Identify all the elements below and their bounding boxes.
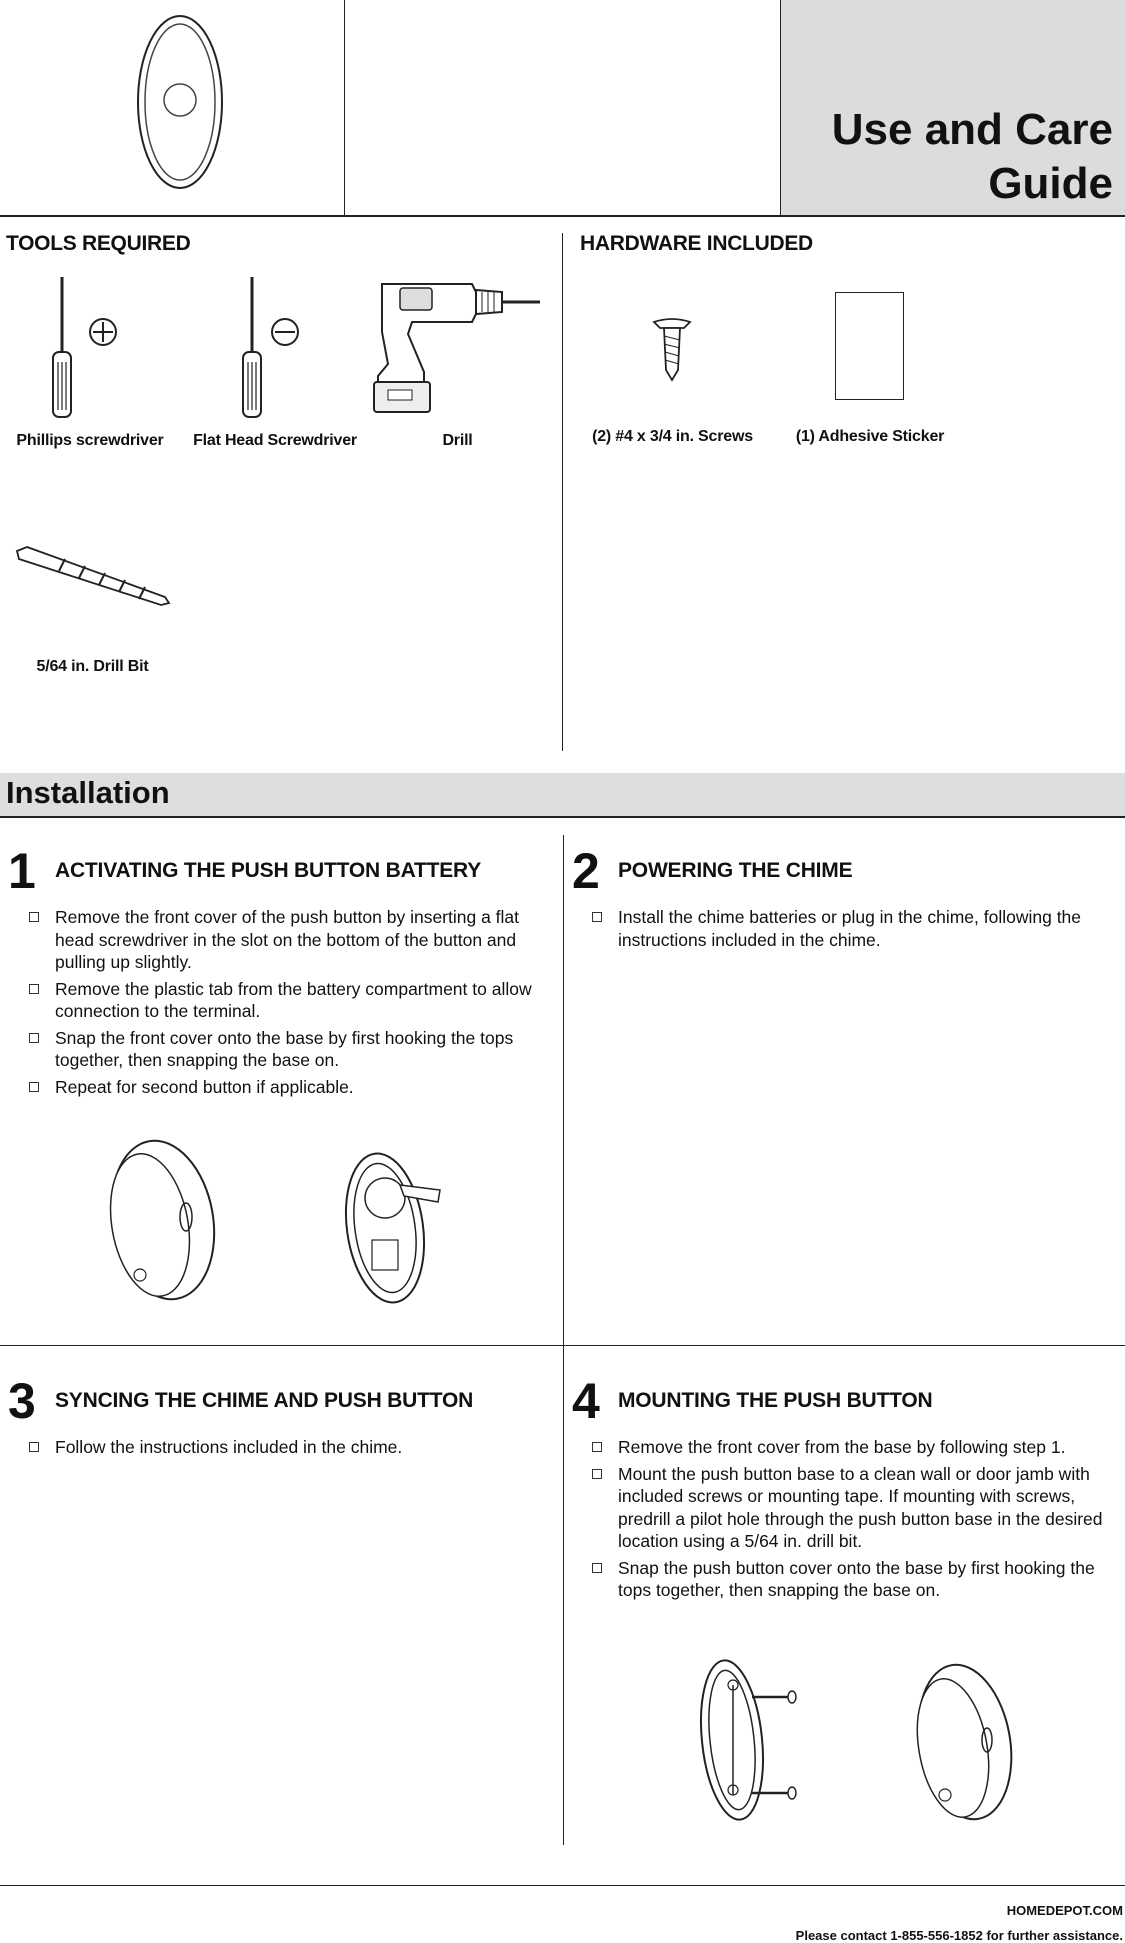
push-button-mounted-illustration	[915, 1660, 1025, 1830]
checkbox-icon	[29, 984, 39, 994]
list-item: Remove the front cover of the push button by inserting a flat head screwdriver in the slot on the bottom of the button and pulling up slightly.	[29, 906, 544, 974]
step-4-title: MOUNTING THE PUSH BUTTON	[618, 1389, 933, 1412]
drill-bit-icon	[15, 545, 175, 605]
list-item: Repeat for second button if applicable.	[29, 1076, 544, 1099]
title-line-2: Guide	[988, 159, 1113, 208]
step-2-list	[592, 906, 1107, 955]
push-button-assembled-illustration	[108, 1135, 218, 1305]
checkbox-icon	[29, 912, 39, 922]
push-button-product-image	[0, 0, 345, 215]
step-1-list	[29, 906, 544, 1102]
list-item: Remove the front cover from the base by following step 1.	[592, 1436, 1107, 1459]
hardware-heading: HARDWARE INCLUDED	[580, 232, 813, 255]
push-button-base-with-screws-illustration	[697, 1655, 817, 1825]
header-empty-cell	[345, 0, 780, 215]
step-4-list	[592, 1436, 1107, 1606]
list-item: Install the chime batteries or plug in the chime, following the instructions included in the chime.	[592, 906, 1107, 951]
list-item: Remove the plastic tab from the battery compartment to allow connection to the terminal.	[29, 978, 544, 1023]
steps-vertical-divider	[563, 835, 564, 1845]
installation-divider	[0, 816, 1125, 818]
list-item: Follow the instructions included in the chime.	[29, 1436, 544, 1459]
phillips-screwdriver-icon	[45, 272, 125, 422]
list-item: Snap the front cover onto the base by first hooking the tops together, then snapping the base on.	[29, 1027, 544, 1072]
footer-website: HOMEDEPOT.COM	[1006, 1903, 1123, 1918]
installation-heading: Installation	[6, 775, 170, 810]
step-4-number: 4	[572, 1373, 600, 1429]
checkbox-icon	[29, 1082, 39, 1092]
flat-head-screwdriver-icon	[235, 272, 315, 422]
step-2-number: 2	[572, 843, 600, 899]
screw-icon	[652, 318, 692, 388]
checkbox-icon	[592, 1469, 602, 1479]
step-3-number: 3	[8, 1373, 36, 1429]
checkbox-icon	[592, 1442, 602, 1452]
footer-contact: Please contact 1-855-556-1852 for further assistance.	[795, 1928, 1123, 1943]
tool-label-phillips: Phillips screwdriver	[16, 432, 164, 449]
hardware-label-sticker: (1) Adhesive Sticker	[795, 428, 945, 445]
header-product-cell	[0, 0, 345, 215]
step-2-title: POWERING THE CHIME	[618, 859, 853, 882]
hardware-label-screws: (2) #4 x 3/4 in. Screws	[592, 428, 753, 445]
adhesive-sticker-icon	[835, 292, 904, 400]
title-line-1: Use and Care	[831, 105, 1113, 154]
footer-divider	[0, 1885, 1125, 1886]
step-3-list	[29, 1436, 544, 1463]
tool-label-drill: Drill	[442, 432, 473, 449]
checkbox-icon	[29, 1033, 39, 1043]
title-panel	[780, 0, 1125, 215]
checkbox-icon	[592, 1563, 602, 1573]
step-1-title: ACTIVATING THE PUSH BUTTON BATTERY	[55, 859, 482, 882]
list-item: Mount the push button base to a clean wall or door jamb with included screws or mounting tape. If mounting with screws, predrill a pilot hole through the push button base in the desired location using a 5/64 in. drill bit.	[592, 1463, 1107, 1553]
step-1-number: 1	[8, 843, 36, 899]
step-3-title: SYNCING THE CHIME AND PUSH BUTTON	[55, 1389, 474, 1412]
steps-horizontal-divider	[0, 1345, 1125, 1346]
tools-heading: TOOLS REQUIRED	[6, 232, 191, 255]
tools-hardware-divider	[562, 233, 563, 751]
checkbox-icon	[592, 912, 602, 922]
installation-bar	[0, 773, 1125, 817]
checkbox-icon	[29, 1442, 39, 1452]
list-item: Snap the push button cover onto the base by first hooking the tops together, then snapping the base on.	[592, 1557, 1107, 1602]
push-button-open-illustration	[340, 1150, 450, 1320]
tool-label-drill-bit: 5/64 in. Drill Bit	[36, 658, 149, 675]
header-divider	[0, 215, 1125, 217]
tool-label-flat-head: Flat Head Screwdriver	[193, 432, 357, 449]
drill-icon	[372, 272, 552, 412]
page-title	[832, 103, 1113, 211]
